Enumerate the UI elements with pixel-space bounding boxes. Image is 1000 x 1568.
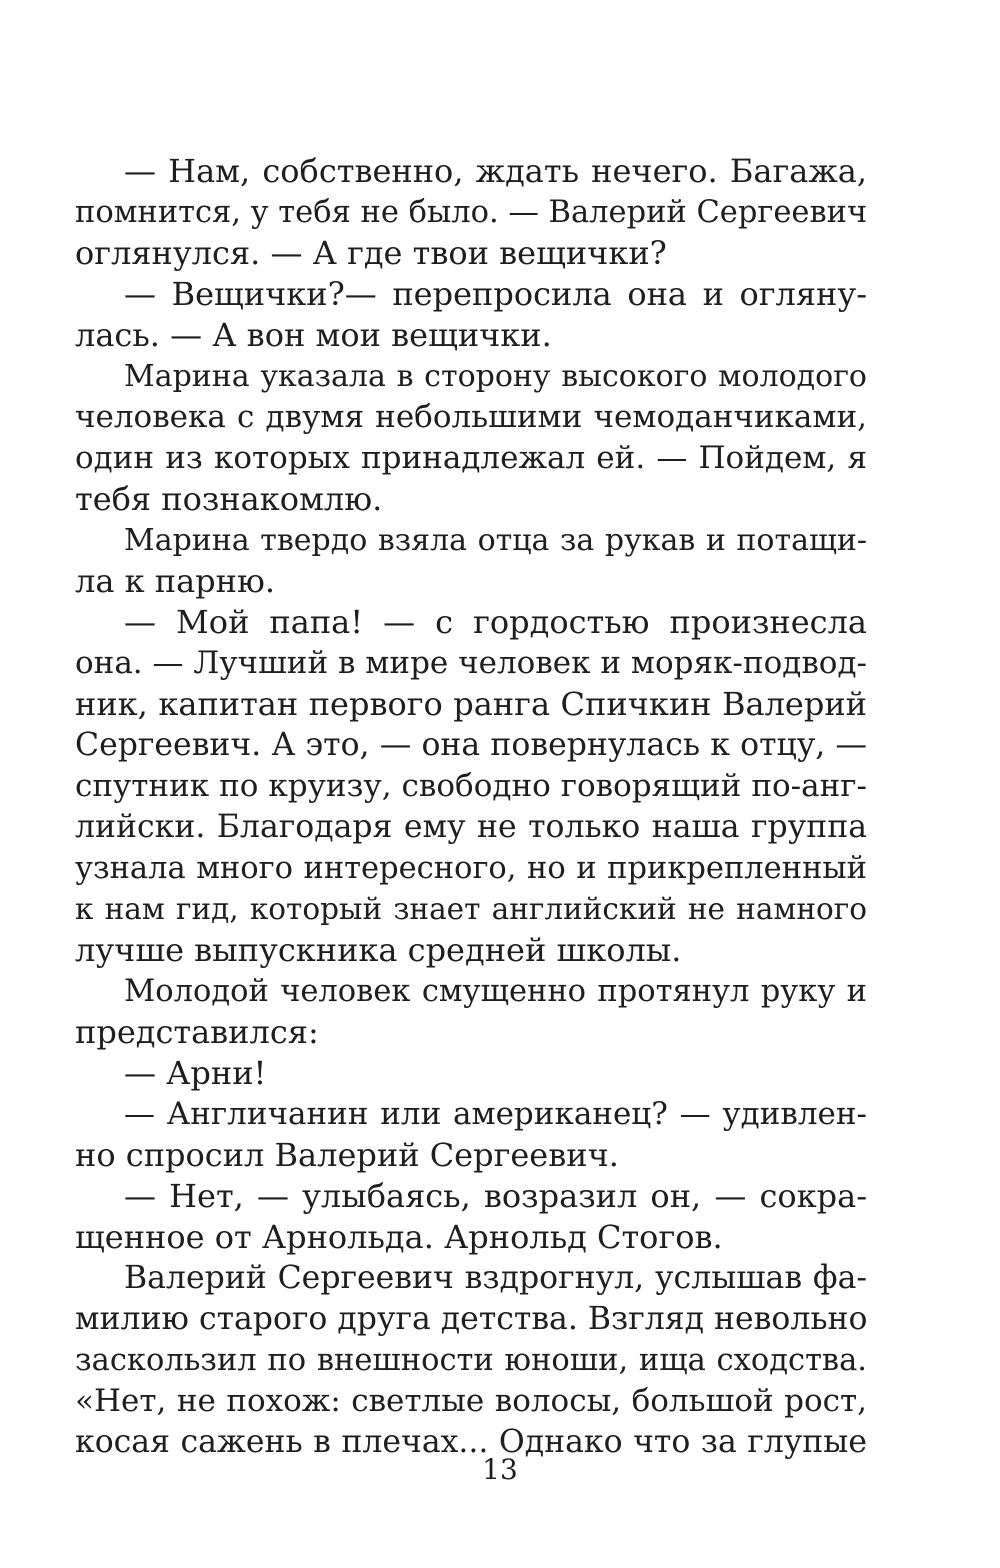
text-line: «Нет, не похож: светлые волосы, большой рост, — [75, 1383, 867, 1419]
page-text — [75, 151, 867, 1463]
text-line: Сергеевич. А это, — она повернулась к отцу, — — [75, 727, 867, 763]
text-line: косая сажень в плечах... Однако что за глупые — [75, 1424, 867, 1460]
text-line: Валерий Сергеевич вздрогнул, услышав фа- — [124, 1260, 867, 1296]
text-line: — Нет, — улыбаясь, возразил он, — сокра- — [124, 1177, 867, 1215]
text-line: представился: — [75, 1013, 319, 1051]
text-line: Марина указала в сторону высокого молодого — [124, 359, 867, 394]
text-line: заскользил по внешности юноши, ища сходства. — [75, 1343, 867, 1378]
text-line: Марина твердо взяла отца за рукав и потащи- — [124, 523, 867, 558]
text-line: один из которых принадлежал ей. — Пойдем, я — [75, 440, 867, 476]
text-line: ник, капитан первого ранга Спичкин Валерий — [75, 685, 867, 723]
text-line: помнится, у тебя не было. — Валерий Сергеевич — [75, 195, 867, 230]
text-line: — Англичанин или американец? — удивлен- — [124, 1096, 867, 1132]
text-line: узнала много интересного, но и прикрепленный — [75, 851, 867, 886]
text-line: оглянулся. — А где твои вещички? — [75, 234, 667, 272]
text-line: милию старого друга детства. Взгляд невольно — [75, 1301, 867, 1337]
text-line: — Вещички?— перепросила она и огляну- — [124, 275, 867, 313]
text-line: она. — Лучший в мире человек и моряк-подвод- — [75, 645, 867, 681]
text-line: лийски. Благодаря ему не только наша группа — [75, 809, 867, 845]
text-line: лась. — А вон мои вещички. — [75, 316, 552, 354]
text-line: щенное от Арнольда. Арнольд Стогов. — [75, 1218, 723, 1256]
text-line: к нам гид, который знает английский не намного — [75, 892, 867, 926]
text-line: — Нам, собственно, ждать нечего. Багажа, — [124, 152, 867, 190]
text-line: человека с двумя небольшими чемоданчиками, — [75, 399, 867, 435]
text-line: ла к парню. — [75, 562, 275, 600]
text-line: но спросил Валерий Сергеевич. — [75, 1136, 619, 1174]
text-line: — Мой папа! — с гордостью произнесла — [124, 603, 867, 641]
text-line: спутник по круизу, свободно говорящий по-анг- — [75, 768, 867, 804]
text-line: лучше выпускника средней школы. — [75, 931, 682, 969]
page-number: 13 — [482, 1453, 518, 1486]
text-line: Молодой человек смущенно протянул руку и — [124, 974, 867, 1009]
text-line: тебя познакомлю. — [75, 480, 383, 518]
text-line: — Арни! — [124, 1054, 267, 1092]
